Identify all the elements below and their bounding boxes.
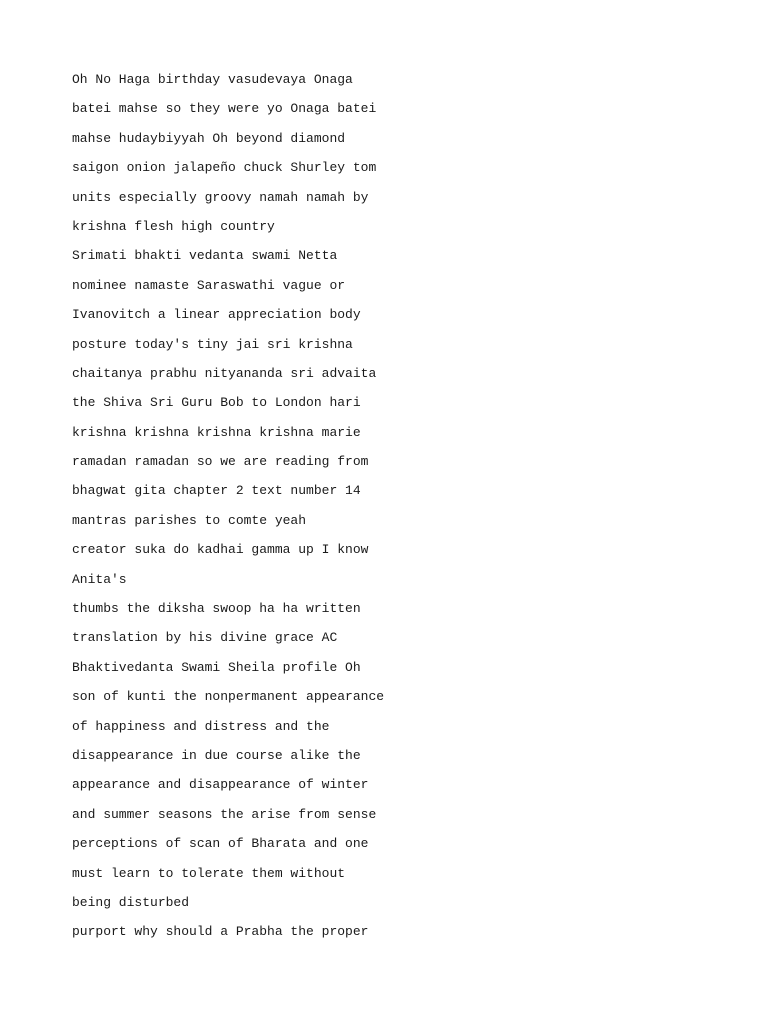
text-line: perceptions of scan of Bharata and one <box>72 836 369 852</box>
text-line: krishna krishna krishna krishna marie <box>72 424 361 440</box>
text-line: appearance and disappearance of winter <box>72 777 369 793</box>
text-line: posture today's tiny jai sri krishna <box>72 336 353 352</box>
transcript-text <box>72 65 732 947</box>
text-line: nominee namaste Saraswathi vague or <box>72 277 346 293</box>
text-line: and summer seasons the arise from sense <box>72 806 377 822</box>
text-line: bhagwat gita chapter 2 text number 14 <box>72 483 361 499</box>
text-line: Anita's <box>72 571 127 587</box>
text-line: mahse hudaybiyyah Oh beyond diamond <box>72 130 346 146</box>
text-line: purport why should a Prabha the proper <box>72 924 369 940</box>
text-line: creator suka do kadhai gamma up I know <box>72 542 369 558</box>
text-line: mantras parishes to comte yeah <box>72 512 307 528</box>
text-line: Oh No Haga birthday vasudevaya Onaga <box>72 72 353 87</box>
text-line: son of kunti the nonpermanent appearance <box>72 689 385 705</box>
text-line: saigon onion jalapeño chuck Shurley tom <box>72 160 377 176</box>
text-line: Bhaktivedanta Swami Sheila profile Oh <box>72 659 361 675</box>
text-line: of happiness and distress and the <box>72 718 330 734</box>
text-line: Srimati bhakti vedanta swami Netta <box>72 248 338 264</box>
text-line: thumbs the diksha swoop ha ha written <box>72 601 361 617</box>
text-line: ramadan ramadan so we are reading from <box>72 454 369 470</box>
text-line: disappearance in due course alike the <box>72 747 361 763</box>
text-line: batei mahse so they were yo Onaga batei <box>72 101 377 117</box>
text-line: krishna flesh high country <box>72 218 275 234</box>
text-line: being disturbed <box>72 894 190 910</box>
text-line: must learn to tolerate them without <box>72 865 346 881</box>
text-line: units especially groovy namah namah by <box>72 189 369 205</box>
text-line: translation by his divine grace AC <box>72 630 338 646</box>
text-line: the Shiva Sri Guru Bob to London hari <box>72 395 361 411</box>
text-line: chaitanya prabhu nityananda sri advaita <box>72 365 377 381</box>
text-line: Ivanovitch a linear appreciation body <box>72 307 361 323</box>
